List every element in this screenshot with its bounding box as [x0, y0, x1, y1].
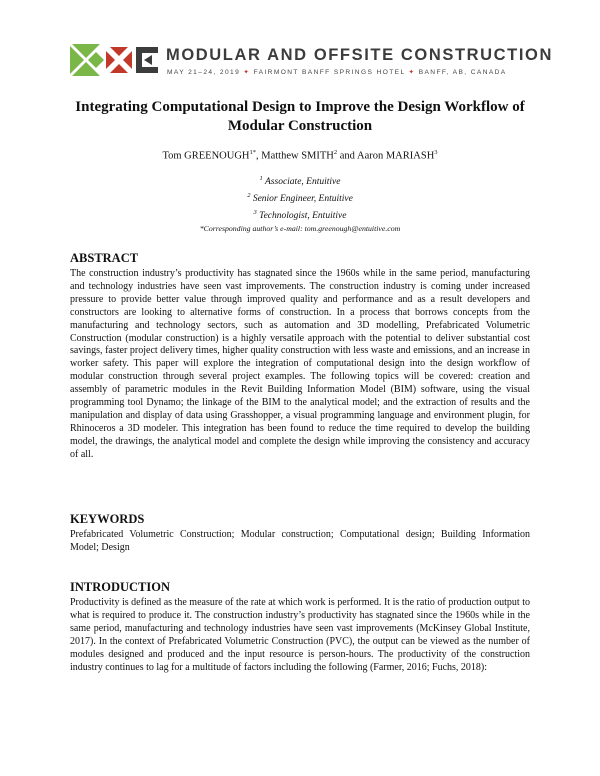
affiliation	[60, 172, 540, 189]
logo-green-diamond	[88, 52, 104, 68]
abstract-text: The construction industry’s productivity has stagnated since the 1960s while in the same period, manufacturing and technology industries have seen vast improvements. The construction industry is coming under increased pressure to provide better value through improved quality and performance and as a result developers and constructors are looking to alternative forms of construction. In a process that borrows concepts from the manufacturing and technology sectors, such as automation and 3D modelling, Prefabricated Volumetric Construction (modular construction) is a highly versatile approach with the potential to deliver substantial cost savings, faster project delivery times, higher quality construction with less waste and emissions, and an increase in worker safety. This paper will explore the integration of computational design into the design workflow of modular construction through several project examples. The following topics will be covered: creation and assembly of parametric modules in the Revit Building Information Model (BIM) software, using the visual programming tool Dynamo; the linkage of the BIM to the analytical model; and the extraction of results and the manipulation and display of data using Grasshopper, a visual programming language and environment plugin, for Rhinoceros a 3D modeler. This integration has been found to reduce the time required to develop the building model, the drawings, the analytical model and complete the design while improving the consistency and accuracy of all.	[70, 268, 530, 460]
introduction-section	[70, 580, 530, 674]
author-name: Matthew SMITH	[261, 150, 334, 162]
keywords-heading: KEYWORDS	[70, 512, 145, 526]
introduction-heading: INTRODUCTION	[70, 580, 171, 594]
author-separator: ,	[256, 150, 262, 162]
maple-leaf-icon: ✦	[243, 69, 251, 76]
keywords-text: Prefabricated Volumetric Construction; Modular construction; Computational design; Building Information Model; Design	[70, 529, 530, 553]
author-mark: 1*	[249, 149, 257, 156]
corresponding-author-email: *Corresponding author’s e-mail: tom.greenough@entuitive.com	[199, 224, 401, 234]
conference-subtitle	[167, 68, 547, 76]
conference-venue: FAIRMONT BANFF SPRINGS HOTEL	[253, 69, 406, 76]
author-separator: and	[337, 150, 357, 162]
author-mark: 3	[434, 149, 438, 156]
affiliation-text: Associate, Entuitive	[265, 177, 341, 188]
affiliation-text: Technologist, Entuitive	[259, 211, 347, 222]
abstract-section	[70, 251, 530, 462]
introduction-text: Productivity is defined as the measure of the rate at which work is performed. It is the ratio of production output to what is required to produce it. The construction industry’s productivity has stagnated since the 1960s while in the same period, manufacturing and technology industries have seen vast improvements (McKinsey Global Institute, 2017). In the context of Prefabricated Volumetric Construction (PVC), the output can be viewed as the number of modules designed and produced and the input resource is person-hours. The productivity of the construction industry continues to lag for a multitude of factors including the following (Farmer, 2016; Fuchs, 2018):	[70, 597, 530, 673]
author-mark: 2	[333, 149, 338, 156]
affiliation-mark: 3	[253, 209, 257, 217]
affiliation-mark: 2	[247, 192, 251, 200]
maple-leaf-icon: ✦	[408, 69, 416, 76]
conference-date: MAY 21–24, 2019	[167, 69, 241, 76]
paper-title: Integrating Computational Design to Improve the Design Workflow of Modular Construction	[75, 99, 525, 134]
affiliations	[60, 172, 540, 234]
conference-place: BANFF, AB, CANADA	[418, 69, 507, 76]
author-name: Tom GREENOUGH	[162, 150, 250, 162]
affiliation-text: Senior Engineer, Entuitive	[252, 194, 353, 205]
affiliation-mark: 1	[259, 175, 263, 182]
author-name: Aaron MARIASH	[356, 150, 435, 162]
abstract-heading: ABSTRACT	[70, 251, 139, 265]
author-line	[60, 149, 540, 162]
conference-logo	[70, 44, 158, 76]
affiliation	[60, 206, 540, 223]
conference-banner	[70, 44, 553, 80]
conference-title: MODULAR AND OFFSITE CONSTRUCTION	[166, 46, 553, 64]
logo-gray-arrow	[144, 55, 152, 65]
keywords-section	[70, 512, 530, 555]
affiliation	[60, 189, 540, 206]
